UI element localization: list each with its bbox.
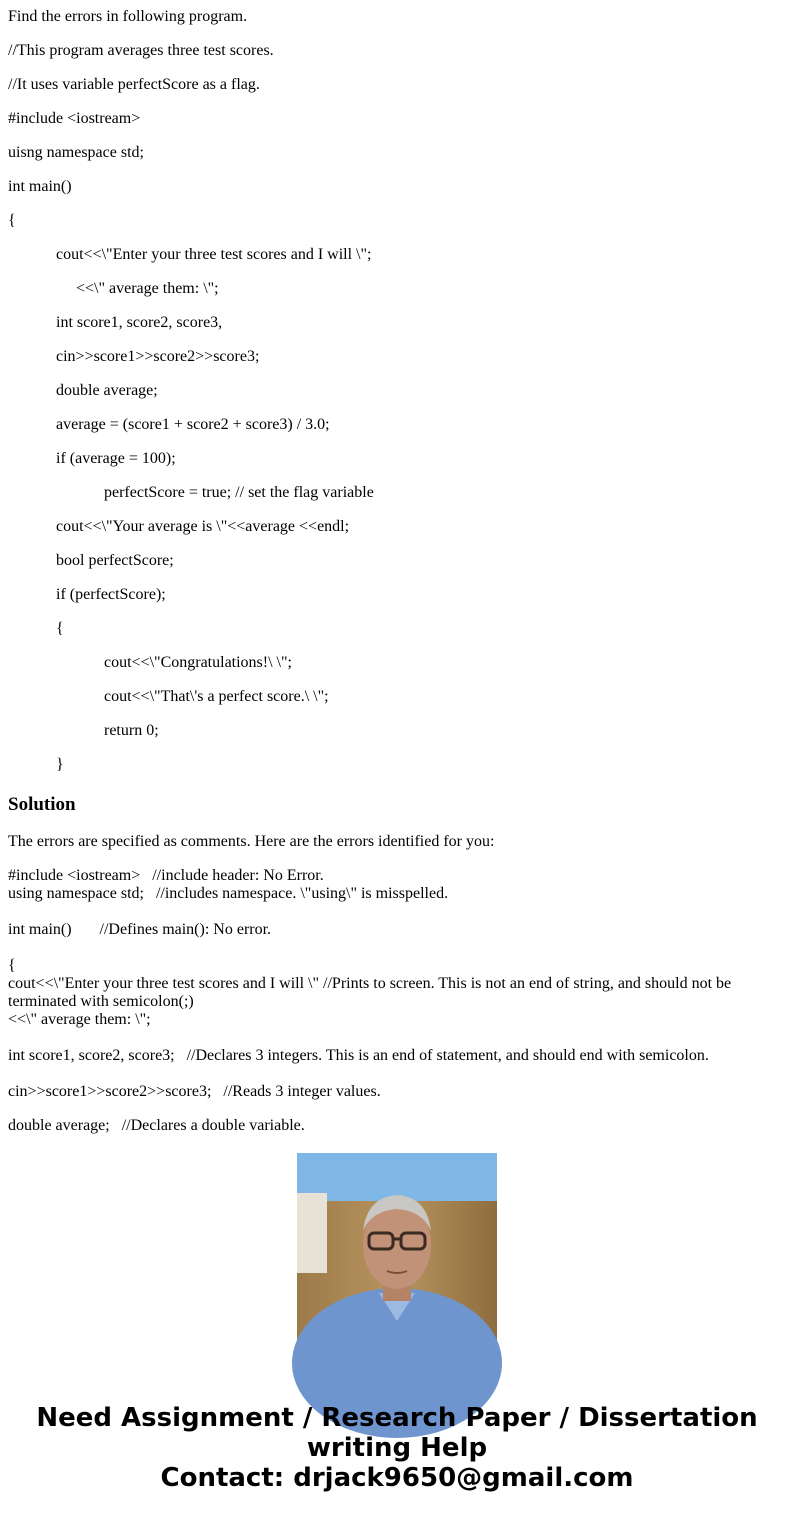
code-line: int main() — [8, 178, 72, 195]
footer-contact-email[interactable]: Contact: drjack9650@gmail.com — [160, 1463, 634, 1493]
solution-line: { — [8, 957, 16, 974]
footer-line: Need Assignment / Research Paper / Dissertation — [36, 1403, 758, 1433]
code-line: //It uses variable perfectScore as a flag. — [8, 76, 260, 93]
solution-line: #include <iostream> //include header: No Error. — [8, 867, 324, 884]
code-line: double average; — [56, 382, 158, 399]
code-line: perfectScore = true; // set the flag variable — [104, 484, 374, 501]
code-line: cin>>score1>>score2>>score3; — [56, 348, 260, 365]
code-line: <<\" average them: \"; — [76, 280, 219, 297]
code-line: #include <iostream> — [8, 110, 141, 127]
solution-intro: The errors are specified as comments. Here are the errors identified for you: — [8, 833, 495, 850]
code-line: bool perfectScore; — [56, 552, 174, 569]
code-line: cout<<\"That\'s a perfect score.\ \"; — [104, 688, 329, 705]
code-line: cout<<\"Your average is \"<<average <<endl; — [56, 518, 350, 535]
footer-contact — [0, 1403, 794, 1493]
code-line: { — [8, 212, 16, 229]
code-line: { — [56, 620, 64, 637]
code-line: } — [56, 756, 64, 773]
author-avatar — [297, 1153, 497, 1353]
solution-line: cout<<\"Enter your three test scores and I will \" //Prints to screen. This is not an end of string, and should not be terminated with semicolon(;) — [8, 975, 732, 1010]
solution-line-cut: double average; //Declares a double variable. — [8, 1117, 305, 1134]
author-photo — [297, 1153, 497, 1353]
solution-line: <<\" average them: \"; — [8, 1011, 151, 1028]
code-line: int score1, score2, score3, — [56, 314, 223, 331]
code-line: uisng namespace std; — [8, 144, 144, 161]
footer-line: writing Help — [306, 1433, 488, 1463]
question-prompt: Find the errors in following program. — [8, 8, 248, 25]
solution-line: int main() //Defines main(): No error. — [8, 921, 272, 938]
code-line: return 0; — [104, 722, 159, 739]
solution-line: int score1, score2, score3; //Declares 3 integers. This is an end of statement, and should end with semicolon. — [8, 1047, 709, 1064]
solution-heading: Solution — [8, 794, 76, 815]
solution-line: cin>>score1>>score2>>score3; //Reads 3 integer values. — [8, 1083, 381, 1100]
code-line: //This program averages three test scores. — [8, 42, 274, 59]
solution-line: using namespace std; //includes namespace. \"using\" is misspelled. — [8, 885, 449, 902]
code-line: cout<<\"Congratulations!\ \"; — [104, 654, 292, 671]
code-line: average = (score1 + score2 + score3) / 3.0; — [56, 416, 330, 433]
code-line: cout<<\"Enter your three test scores and I will \"; — [56, 246, 372, 263]
code-line: if (perfectScore); — [56, 586, 166, 603]
code-line: if (average = 100); — [56, 450, 176, 467]
